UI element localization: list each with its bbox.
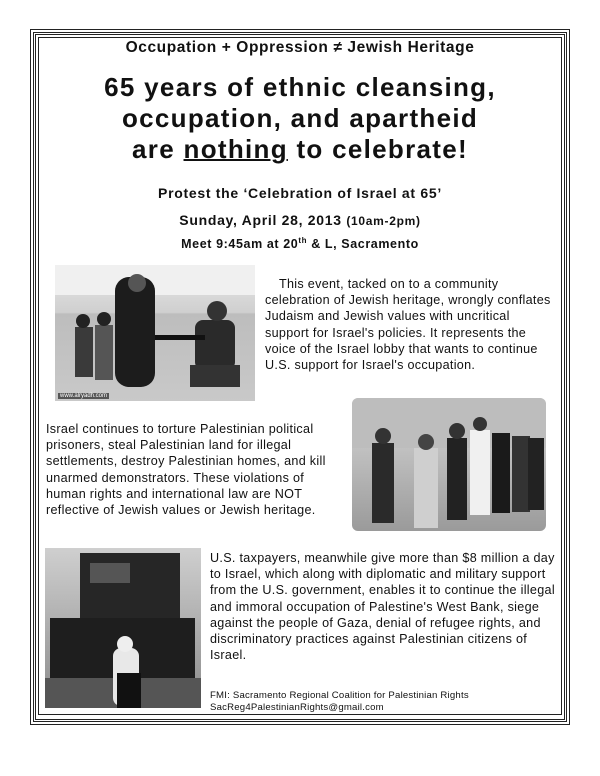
paragraph-violations: Israel continues to torture Palestinian political prisoners, steal Palestinian land for illegal settlements, destroy Palestinian homes, and kill unarmed demonstrators. These violations of human rights and international law are NOT reflective of Jewish values or Jewish heritage. (46, 422, 326, 518)
contact-info (210, 690, 469, 714)
photo-illustration (55, 265, 255, 401)
protest-line: Protest the ‘Celebration of Israel at 65’ (158, 185, 442, 201)
photo-illustration (45, 548, 201, 708)
paragraph-event: This event, tacked on to a community celebration of Jewish heritage, wrongly conflates Judaism and Jewish values with uncritical support for Israel's policies. It represents the voice of the Israel lobby that wants to continue U.S. support for Israel's occupation. (265, 277, 551, 373)
headline-line3: are nothing to celebrate! (132, 134, 468, 164)
headline-line2: occupation, and apartheid (121, 103, 479, 133)
headline (38, 72, 562, 165)
meeting-place: Meet 9:45am at 20th & L, Sacramento (181, 236, 419, 252)
photo-illustration (352, 398, 546, 531)
photo-bulldozer (45, 548, 201, 708)
photo-credit: www.alryadh.com (60, 393, 108, 399)
contact-email[interactable]: SacReg4PalestinianRights@gmail.com (210, 702, 384, 713)
tagline: Occupation + Oppression ≠ Jewish Heritage (125, 39, 475, 56)
photo-blindfolded-prisoners (352, 398, 546, 531)
event-date: Sunday, April 28, 2013 (10am-2pm) (179, 212, 421, 228)
photo-soldier-children (55, 265, 255, 401)
headline-line1: 65 years of ethnic cleansing, (104, 72, 496, 102)
paragraph-taxpayers: U.S. taxpayers, meanwhile give more than $8 million a day to Israel, which along with diplomatic and military support from the U.S. government, enables it to continue the illegal and immoral occupation of Palestine's West Bank, siege against the people of Gaza, denial of refugee rights, and discriminatory practices against Palestinian citizens of Israel. (210, 551, 555, 663)
fmi-organization: FMI: Sacramento Regional Coalition for Palestinian Rights (210, 690, 469, 701)
